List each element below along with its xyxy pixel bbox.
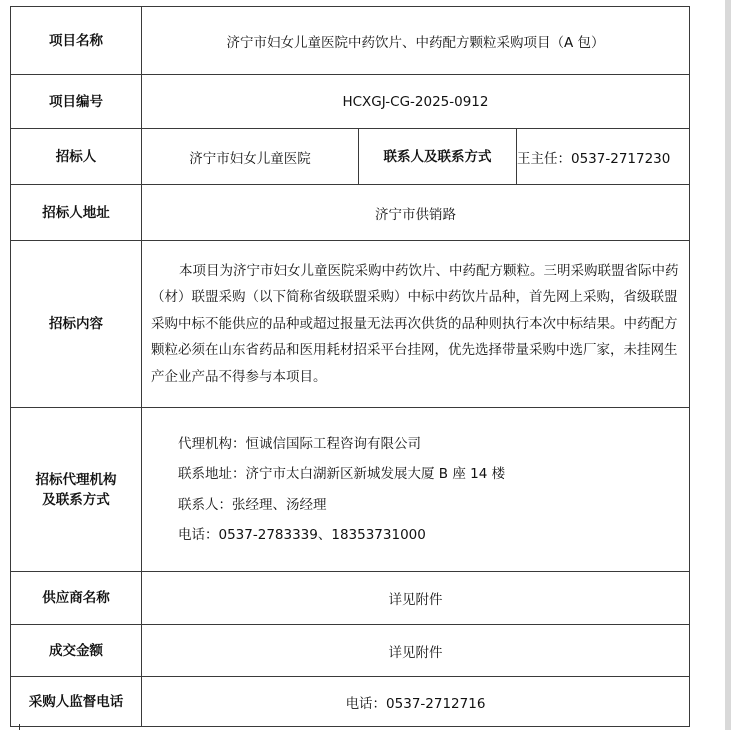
supervision-phone-value: 电话：0537-2712716	[142, 677, 690, 727]
deal-amount-label: 成交金额	[11, 625, 142, 677]
supplier-value: 详见附件	[142, 572, 690, 625]
agency-address-line: 联系地址：济宁市太白湖新区新城发展大厦 B 座 14 楼	[178, 466, 506, 482]
row-tender-content	[11, 241, 690, 408]
row-project-code	[11, 75, 690, 129]
tender-content-text: 本项目为济宁市妇女儿童医院采购中药饮片、中药配方颗粒。三明采购联盟省际中药（材）联盟采购（以下简称省级联盟采购）中标中药饮片品种，首先网上采购，省级联盟采购中标不能供应的品种或超过报量无法再次供货的品种则执行本次中标结果。中药配方颗粒必须在山东省药品和医用耗材招采平台挂网，优先选择带量采购中选厂家，未挂网生产企业产品不得参与本项目。	[151, 262, 679, 385]
row-tenderer-address	[11, 185, 690, 241]
supervision-phone-label: 采购人监督电话	[11, 677, 142, 727]
row-supplier	[11, 572, 690, 625]
scrollbar-track[interactable]	[725, 0, 731, 730]
row-supervision-phone	[11, 677, 690, 727]
project-code-label: 项目编号	[11, 75, 142, 129]
row-deal-amount	[11, 625, 690, 677]
tenderer-value: 济宁市妇女儿童医院	[142, 129, 359, 185]
row-project-name	[11, 7, 690, 75]
agency-phone-line: 电话：0537-2783339、18353731000	[178, 527, 426, 543]
tenderer-address-value: 济宁市供销路	[142, 185, 690, 241]
agency-name-line: 代理机构：恒诚信国际工程咨询有限公司	[178, 435, 421, 452]
procurement-info-table	[10, 6, 690, 727]
supplier-label: 供应商名称	[11, 572, 142, 625]
agency-label-line2: 及联系方式	[42, 491, 110, 508]
deal-amount-value: 详见附件	[142, 625, 690, 677]
tenderer-address-label: 招标人地址	[11, 185, 142, 241]
agency-cell	[142, 408, 690, 572]
row-agency	[11, 408, 690, 572]
project-name-value: 济宁市妇女儿童医院中药饮片、中药配方颗粒采购项目（A 包）	[142, 7, 690, 75]
tender-content-cell	[142, 241, 690, 408]
text-cursor-mark	[19, 724, 20, 730]
contact-label: 联系人及联系方式	[359, 129, 517, 185]
row-tenderer	[11, 129, 690, 185]
project-name-label: 项目名称	[11, 7, 142, 75]
agency-contact-line: 联系人：张经理、汤经理	[178, 496, 327, 513]
agency-label-line1: 招标代理机构	[35, 471, 117, 488]
project-code-value: HCXGJ-CG-2025-0912	[142, 75, 690, 129]
contact-value: 王主任：0537-2717230	[517, 129, 690, 185]
tender-content-label: 招标内容	[11, 241, 142, 408]
agency-label	[11, 408, 142, 572]
tenderer-label: 招标人	[11, 129, 142, 185]
